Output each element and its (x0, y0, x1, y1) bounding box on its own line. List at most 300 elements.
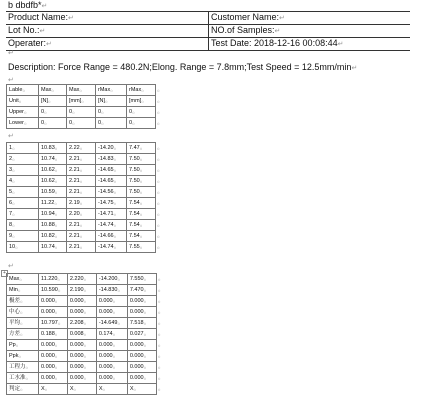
table-cell[interactable] (67, 362, 96, 373)
row-end-mark-text: 。 (157, 363, 165, 370)
cell-end-mark: 。 (139, 188, 147, 195)
table-cell[interactable] (67, 351, 96, 362)
cell-end-mark: 。 (54, 199, 62, 206)
table-cell[interactable] (96, 107, 127, 118)
cell-end-mark: 。 (54, 188, 62, 195)
table-cell[interactable] (96, 96, 127, 107)
table-cell[interactable] (7, 176, 39, 187)
cell-end-mark: 。 (57, 275, 65, 282)
table-cell[interactable] (67, 231, 96, 242)
table-cell[interactable] (127, 296, 156, 307)
table-cell[interactable] (96, 373, 127, 384)
cell-text: 极差 (9, 298, 21, 304)
table-cell[interactable] (96, 176, 127, 187)
cell-text: 0.000 (129, 353, 144, 359)
cell-text: 2.20 (69, 211, 80, 217)
table-cell[interactable] (7, 384, 39, 395)
table-cell[interactable] (7, 318, 39, 329)
table-cell[interactable] (39, 329, 68, 340)
table-cell[interactable] (96, 242, 127, 253)
table-cell[interactable] (127, 143, 156, 154)
table-cell[interactable] (7, 165, 39, 176)
cell-end-mark: 。 (79, 166, 87, 173)
cell-text: Max (69, 87, 80, 93)
cell-end-mark: 。 (113, 188, 121, 195)
cell-end-mark: 。 (101, 108, 109, 115)
cell-text: 10.59 (41, 189, 55, 195)
table-cell[interactable] (127, 107, 156, 118)
table-cell[interactable] (39, 362, 68, 373)
cell-text: [mm] (129, 98, 142, 104)
cell-end-mark: 。 (143, 297, 151, 304)
table-cell[interactable] (96, 118, 127, 129)
table-cell[interactable] (67, 307, 96, 318)
cell-text: Lower (9, 120, 24, 126)
table-cell[interactable] (96, 296, 127, 307)
cell-end-mark: 。 (113, 210, 121, 217)
table-cell[interactable] (39, 118, 67, 129)
cell-text: 0.000 (98, 342, 113, 348)
header-row (6, 25, 410, 38)
row-end-mark (156, 329, 166, 340)
table-cell[interactable] (96, 340, 127, 351)
table-cell[interactable] (67, 85, 96, 96)
table-cell[interactable] (39, 107, 67, 118)
table-cell[interactable] (67, 143, 96, 154)
cell-end-mark: 。 (112, 297, 120, 304)
cell-end-mark: 。 (79, 144, 87, 151)
cell-text: 0.000 (129, 309, 144, 315)
cell-text: -14.830 (98, 287, 118, 293)
table-cell[interactable] (67, 154, 96, 165)
table-row (7, 285, 167, 296)
table-cell[interactable] (39, 96, 67, 107)
row-end-mark-text: 。 (157, 352, 165, 359)
table-cell[interactable] (67, 198, 96, 209)
table-cell[interactable] (39, 340, 68, 351)
table-cell[interactable] (127, 118, 156, 129)
table-cell[interactable] (39, 165, 67, 176)
header-row (6, 12, 410, 25)
table-cell[interactable] (127, 373, 156, 384)
cell-end-mark: 。 (139, 221, 147, 228)
cell-text: rMax (98, 87, 111, 93)
table-cell[interactable] (67, 373, 96, 384)
paragraph-mark: ↵ (274, 28, 281, 35)
cell-text: -14.65 (98, 167, 114, 173)
product-name-cell[interactable] (6, 12, 209, 25)
cell-text: X (98, 386, 103, 392)
table-cell[interactable] (7, 307, 39, 318)
row-end-mark-text: 。 (157, 385, 165, 392)
lot-no-label: Lot No.: (8, 25, 40, 35)
table-cell[interactable] (67, 187, 96, 198)
cell-text: 工水准 (9, 375, 26, 381)
paragraph-mark: ↵ (8, 133, 14, 140)
table-cell[interactable] (127, 231, 156, 242)
cell-text: 0.000 (129, 298, 144, 304)
table-cell[interactable] (39, 373, 68, 384)
table-cell[interactable] (39, 85, 67, 96)
table-cell[interactable] (7, 274, 39, 285)
cell-text: 0.000 (129, 364, 144, 370)
table-cell[interactable] (39, 384, 68, 395)
cell-text: 2.21 (69, 178, 80, 184)
paragraph-mark: ↵ (8, 263, 14, 270)
row-end-mark (156, 165, 166, 176)
cell-text: X (41, 386, 45, 392)
table-cell[interactable] (127, 340, 156, 351)
table-row (7, 242, 166, 253)
table-cell[interactable] (39, 242, 67, 253)
table-cell[interactable] (96, 85, 127, 96)
table-cell[interactable] (7, 107, 39, 118)
table-cell[interactable] (127, 318, 156, 329)
table-cell[interactable] (7, 362, 39, 373)
table-cell[interactable] (96, 165, 127, 176)
cell-text: 0.000 (69, 309, 84, 315)
table-cell[interactable] (39, 187, 67, 198)
table-cell[interactable] (127, 307, 156, 318)
paragraph-mark: ↵ (8, 77, 14, 84)
cell-end-mark: 。 (83, 308, 91, 315)
table-cell[interactable] (127, 187, 156, 198)
cell-text: 2.21 (69, 189, 80, 195)
table-cell[interactable] (67, 209, 96, 220)
cell-end-mark: 。 (117, 275, 125, 282)
cell-end-mark: 。 (54, 308, 62, 315)
table-cell[interactable] (96, 384, 127, 395)
cell-end-mark: 。 (113, 144, 121, 151)
table-cell[interactable] (96, 231, 127, 242)
cell-end-mark: 。 (105, 97, 113, 104)
table-cell[interactable] (67, 318, 96, 329)
cell-text: 0.000 (41, 342, 55, 348)
cell-end-mark: 。 (51, 86, 59, 93)
cell-end-mark: 。 (12, 166, 20, 173)
row-end-mark (156, 296, 166, 307)
customer-name-label: Customer Name: (211, 12, 280, 22)
test-date-cell[interactable] (209, 38, 411, 51)
table-cell[interactable] (127, 329, 156, 340)
row-end-mark (156, 143, 166, 154)
cell-text: X (129, 386, 134, 392)
description-text: Description: Force Range = 480.2N;Elong. Range = 7.8mm;Test Speed = 12.5mm/min (8, 62, 352, 72)
row-end-mark (156, 285, 166, 296)
table-cell[interactable] (7, 231, 39, 242)
cell-end-mark: 。 (54, 297, 62, 304)
table-cell[interactable] (127, 384, 156, 395)
cell-end-mark: 。 (79, 86, 87, 93)
table-cell[interactable] (39, 198, 67, 209)
cell-text: 2.21 (69, 244, 80, 250)
cell-text: 2.21 (69, 222, 80, 228)
cell-end-mark: 。 (79, 210, 87, 217)
table-cell[interactable] (96, 329, 127, 340)
cell-text: 7.55 (129, 244, 140, 250)
table-cell[interactable] (39, 231, 67, 242)
cell-end-mark: 。 (54, 177, 62, 184)
cell-text: Max (41, 87, 52, 93)
table-cell[interactable] (7, 85, 39, 96)
table-cell[interactable] (39, 285, 68, 296)
customer-name-cell[interactable] (209, 12, 411, 25)
cell-end-mark: 。 (113, 177, 121, 184)
table-cell[interactable] (96, 220, 127, 231)
table-cell[interactable] (7, 209, 39, 220)
cell-end-mark: 。 (139, 199, 147, 206)
table-cell[interactable] (127, 154, 156, 165)
cell-text: 10.590 (41, 287, 58, 293)
row-end-mark (156, 307, 166, 318)
cell-text: 0.000 (98, 298, 113, 304)
table-row (7, 96, 166, 107)
cell-end-mark: 。 (79, 232, 87, 239)
row-end-mark-text: 。 (157, 97, 164, 104)
table-cell[interactable] (96, 154, 127, 165)
row-end-mark (156, 318, 166, 329)
table-cell[interactable] (96, 143, 127, 154)
cell-text: 2.21 (69, 167, 80, 173)
cell-end-mark: 。 (113, 232, 121, 239)
table-cell[interactable] (39, 220, 67, 231)
samples-cell[interactable] (209, 25, 411, 38)
table-cell[interactable] (127, 351, 156, 362)
cell-end-mark: 。 (23, 108, 31, 115)
table-row (7, 85, 166, 96)
cell-end-mark: 。 (83, 363, 91, 370)
table-cell[interactable] (67, 340, 96, 351)
table-cell[interactable] (96, 187, 127, 198)
cell-end-mark: 。 (102, 385, 110, 392)
cell-end-mark: 。 (20, 330, 28, 337)
lot-no-cell[interactable] (6, 25, 209, 38)
cell-text: 1 (9, 145, 13, 151)
table-cell[interactable] (7, 96, 39, 107)
row-end-mark-text: 。 (157, 319, 165, 326)
table-cell[interactable] (39, 143, 67, 154)
cell-text: 0.000 (41, 375, 55, 381)
row-end-mark-text: 。 (157, 341, 165, 348)
cell-text: 11.22 (41, 200, 55, 206)
table-cell[interactable] (127, 220, 156, 231)
cell-text: 7.47 (129, 145, 140, 151)
cell-text: 10.74 (41, 156, 55, 162)
cell-text: 10.62 (41, 178, 55, 184)
table-cell[interactable] (127, 176, 156, 187)
cell-end-mark: 。 (54, 155, 62, 162)
cell-text: 0.188 (41, 331, 55, 337)
cell-end-mark: 。 (133, 385, 141, 392)
cell-end-mark: 。 (112, 341, 120, 348)
row-end-mark-text: 。 (157, 144, 164, 151)
table-cell[interactable] (39, 351, 68, 362)
cell-text: 4 (9, 178, 13, 184)
table-cell[interactable] (67, 285, 96, 296)
table-cell[interactable] (127, 209, 156, 220)
row-end-mark-text: 。 (157, 177, 164, 184)
row-end-mark (156, 373, 166, 384)
cell-text: 工程力 (9, 364, 26, 370)
table-cell[interactable] (7, 187, 39, 198)
table-move-handle[interactable]: + (1, 270, 8, 277)
table-cell[interactable] (7, 285, 39, 296)
table-row (7, 296, 167, 307)
cell-text: 0.000 (41, 298, 55, 304)
table-cell[interactable] (67, 107, 96, 118)
cell-text: 7.518 (129, 320, 144, 326)
table-cell[interactable] (7, 340, 39, 351)
table-cell[interactable] (7, 118, 39, 129)
cell-text: 2.21 (69, 156, 80, 162)
table-cell[interactable] (96, 318, 127, 329)
table-cell[interactable] (7, 220, 39, 231)
cell-end-mark: 。 (73, 385, 81, 392)
table-cell[interactable] (7, 329, 39, 340)
cell-text: 2 (9, 156, 13, 162)
cell-text: [mm] (69, 98, 82, 104)
cell-end-mark: 。 (113, 243, 121, 250)
table-cell[interactable] (96, 285, 127, 296)
cell-text: Pp (9, 342, 16, 348)
cell-text: 9 (9, 233, 13, 239)
cell-text: 0.000 (98, 375, 113, 381)
cell-text: 10.797 (41, 320, 58, 326)
table-row (7, 318, 167, 329)
cell-text: 0.174 (98, 331, 113, 337)
header-row (6, 38, 410, 51)
cell-text: -14.65 (98, 178, 114, 184)
cell-end-mark: 。 (139, 177, 147, 184)
table-cell[interactable] (67, 242, 96, 253)
table-cell[interactable] (67, 274, 96, 285)
cell-text: -14.75 (98, 200, 114, 206)
table-row (7, 143, 166, 154)
table-cell[interactable] (67, 384, 96, 395)
cell-end-mark: 。 (113, 155, 121, 162)
cell-text: 7.50 (129, 178, 140, 184)
cell-text: 0.000 (98, 353, 113, 359)
row-end-mark-text: 。 (157, 286, 165, 293)
table-cell[interactable] (39, 176, 67, 187)
table-cell[interactable] (7, 242, 39, 253)
table-cell[interactable] (96, 274, 127, 285)
table-cell[interactable] (7, 154, 39, 165)
cell-text: 0.000 (69, 353, 84, 359)
cell-end-mark: 。 (139, 155, 147, 162)
cell-text: 0.000 (129, 375, 144, 381)
row-end-mark (156, 107, 166, 118)
table-cell[interactable] (7, 198, 39, 209)
table-cell[interactable] (96, 362, 127, 373)
table-cell[interactable] (67, 118, 96, 129)
cell-text: 0 (98, 120, 102, 126)
cell-text: 0 (129, 120, 133, 126)
cell-end-mark: 。 (44, 385, 52, 392)
table-cell[interactable] (127, 242, 156, 253)
cell-end-mark: 。 (79, 243, 87, 250)
cell-text: 10.74 (41, 244, 55, 250)
document-title-text: b dbdfb* (8, 0, 42, 10)
table-cell[interactable] (7, 351, 39, 362)
cell-end-mark: 。 (79, 155, 87, 162)
cell-end-mark: 。 (110, 86, 118, 93)
table-cell[interactable] (127, 85, 156, 96)
table-cell[interactable] (67, 220, 96, 231)
table-cell[interactable] (127, 96, 156, 107)
cell-end-mark: 。 (20, 308, 28, 315)
row-end-mark (156, 220, 166, 231)
table-cell[interactable] (67, 176, 96, 187)
operator-cell[interactable] (6, 38, 209, 51)
table-cell[interactable] (96, 351, 127, 362)
product-name-label: Product Name: (8, 12, 69, 22)
table-cell[interactable] (127, 165, 156, 176)
cell-text: rMax (129, 87, 142, 93)
cell-text: 7.54 (129, 233, 140, 239)
table-cell[interactable] (127, 198, 156, 209)
table-cell[interactable] (127, 285, 156, 296)
row-end-mark (156, 154, 166, 165)
cell-text: 11.220 (41, 276, 58, 282)
table-row (7, 220, 166, 231)
table-cell[interactable] (39, 318, 68, 329)
table-cell[interactable] (67, 329, 96, 340)
table-cell[interactable] (127, 362, 156, 373)
table-cell[interactable] (7, 296, 39, 307)
cell-end-mark: 。 (54, 144, 62, 151)
table-row (7, 231, 166, 242)
cell-text: 0.000 (69, 375, 84, 381)
table-cell[interactable] (7, 373, 39, 384)
paragraph-mark: ↵ (41, 3, 48, 10)
cell-text: 平均 (9, 320, 21, 326)
cell-end-mark: 。 (112, 330, 120, 337)
header-table (6, 11, 410, 51)
cell-text: -14.56 (98, 189, 114, 195)
paragraph-mark: ↵ (351, 65, 358, 72)
cell-end-mark: 。 (18, 352, 26, 359)
table-cell[interactable] (39, 274, 68, 285)
table-row (7, 384, 167, 395)
table-cell[interactable] (96, 209, 127, 220)
table-row (7, 118, 166, 129)
cell-text: -14.74 (98, 222, 114, 228)
table-cell[interactable] (67, 296, 96, 307)
table-cell[interactable] (67, 96, 96, 107)
table-cell[interactable] (127, 274, 156, 285)
cell-end-mark: 。 (141, 97, 149, 104)
table-cell[interactable] (96, 198, 127, 209)
table-cell[interactable] (39, 296, 68, 307)
cell-end-mark: 。 (44, 108, 52, 115)
table-cell[interactable] (7, 143, 39, 154)
table-cell[interactable] (67, 165, 96, 176)
table-row (7, 165, 166, 176)
row-end-mark (156, 209, 166, 220)
cell-end-mark: 。 (79, 221, 87, 228)
table-cell[interactable] (39, 154, 67, 165)
table-cell[interactable] (39, 307, 68, 318)
cell-text: 7.54 (129, 200, 140, 206)
cell-text: 10.62 (41, 167, 55, 173)
table-cell[interactable] (96, 307, 127, 318)
cell-text: 7.50 (129, 189, 140, 195)
cell-text: 10.83 (41, 145, 55, 151)
table-cell[interactable] (39, 209, 67, 220)
cell-text: -14.83 (98, 156, 114, 162)
row-end-mark (156, 85, 166, 96)
